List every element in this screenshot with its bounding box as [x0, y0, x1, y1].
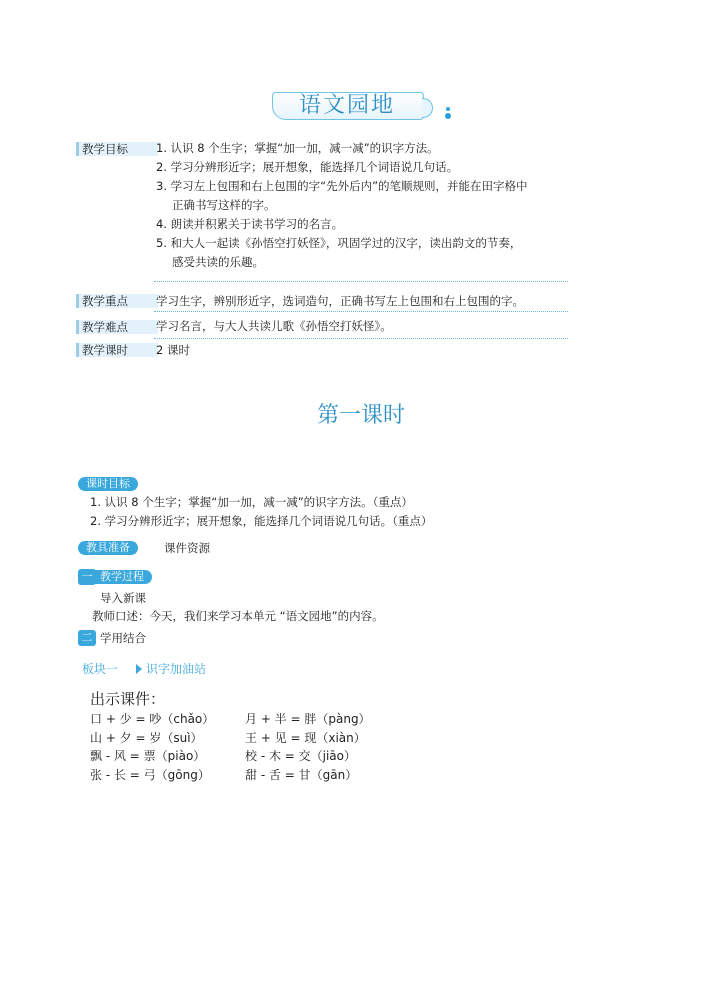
goal-5: 5. 和大人一起读《孙悟空打妖怪》，巩固学过的汉字，读出韵文的节奏，: [156, 236, 522, 250]
hours-label: 教学课时: [76, 343, 158, 357]
title-banner: [272, 92, 434, 122]
key-label: 教学重点: [76, 294, 158, 308]
hours-text: 2 课时: [156, 343, 190, 357]
divider: [154, 281, 568, 282]
objective-2: 2. 学习分辨形近字；展开想象，能选择几个词语说几句话。（重点）: [90, 514, 433, 528]
block-label: 板块一: [82, 662, 119, 676]
goal-5-cont: 感受共读的乐趣。: [172, 255, 264, 269]
equation-left-3: 飘 - 风 = 票（piào）: [90, 749, 206, 763]
difficult-text: 学习名言，与大人共读儿歌《孙悟空打妖怪》。: [156, 319, 392, 333]
prep-text: 课件资源: [164, 541, 210, 555]
equation-right-2: 王 + 见 = 现（xiàn）: [245, 731, 366, 745]
goal-4: 4. 朗读并积累关于读书学习的名言。: [156, 217, 344, 231]
goal-1: 1. 认识 8 个生字；掌握“加一加，减一减”的识字方法。: [156, 141, 439, 155]
part2-label: 学用结合: [100, 631, 146, 645]
intro-title: 导入新课: [100, 591, 146, 605]
equation-right-3: 校 - 木 = 交（jiāo）: [245, 749, 357, 763]
key-text: 学习生字，辨别形近字，选词造句，正确书写左上包围和右上包围的字。: [156, 294, 524, 308]
equation-right-1: 月 + 半 = 胖（pàng）: [245, 712, 371, 726]
objectives-label: 课时目标: [78, 477, 138, 491]
process-number: 一: [78, 569, 96, 585]
intro-text: 教师口述：今天，我们来学习本单元 “语文园地”的内容。: [92, 609, 384, 623]
process-label: 教学过程: [86, 570, 152, 584]
difficult-label: 教学难点: [76, 320, 158, 334]
objective-1: 1. 认识 8 个生字；掌握“加一加，减一减”的识字方法。（重点）: [90, 495, 413, 509]
prep-label: 教具准备: [78, 541, 138, 555]
goal-3-cont: 正确书写这样的字。: [172, 198, 276, 212]
equation-left-4: 张 - 长 = 弓（gōng）: [90, 768, 210, 782]
courseware-title: 出示课件：: [90, 690, 166, 708]
block-title: 识字加油站: [146, 662, 207, 676]
equation-left-1: 口 + 少 = 吵（chǎo）: [90, 712, 215, 726]
goals-label: 教学目标: [76, 142, 158, 156]
page-title: 语文园地: [298, 93, 395, 118]
goal-2: 2. 学习分辨形近字；展开想象，能选择几个词语说几句话。: [156, 160, 459, 174]
part2-number: 二: [78, 630, 96, 646]
divider: [154, 311, 568, 312]
goal-3: 3. 学习左上包围和右上包围的字“先外后内”的笔顺规则，并能在田字格中: [156, 179, 528, 193]
lesson-title: 第一课时: [316, 403, 405, 428]
banner-tab: [422, 98, 433, 118]
divider: [154, 338, 568, 339]
equation-right-4: 甜 - 舌 = 甘（gān）: [245, 768, 358, 782]
equation-left-2: 山 + 夕 = 岁（suì）: [90, 731, 203, 745]
arrow-right-icon: [136, 664, 142, 674]
